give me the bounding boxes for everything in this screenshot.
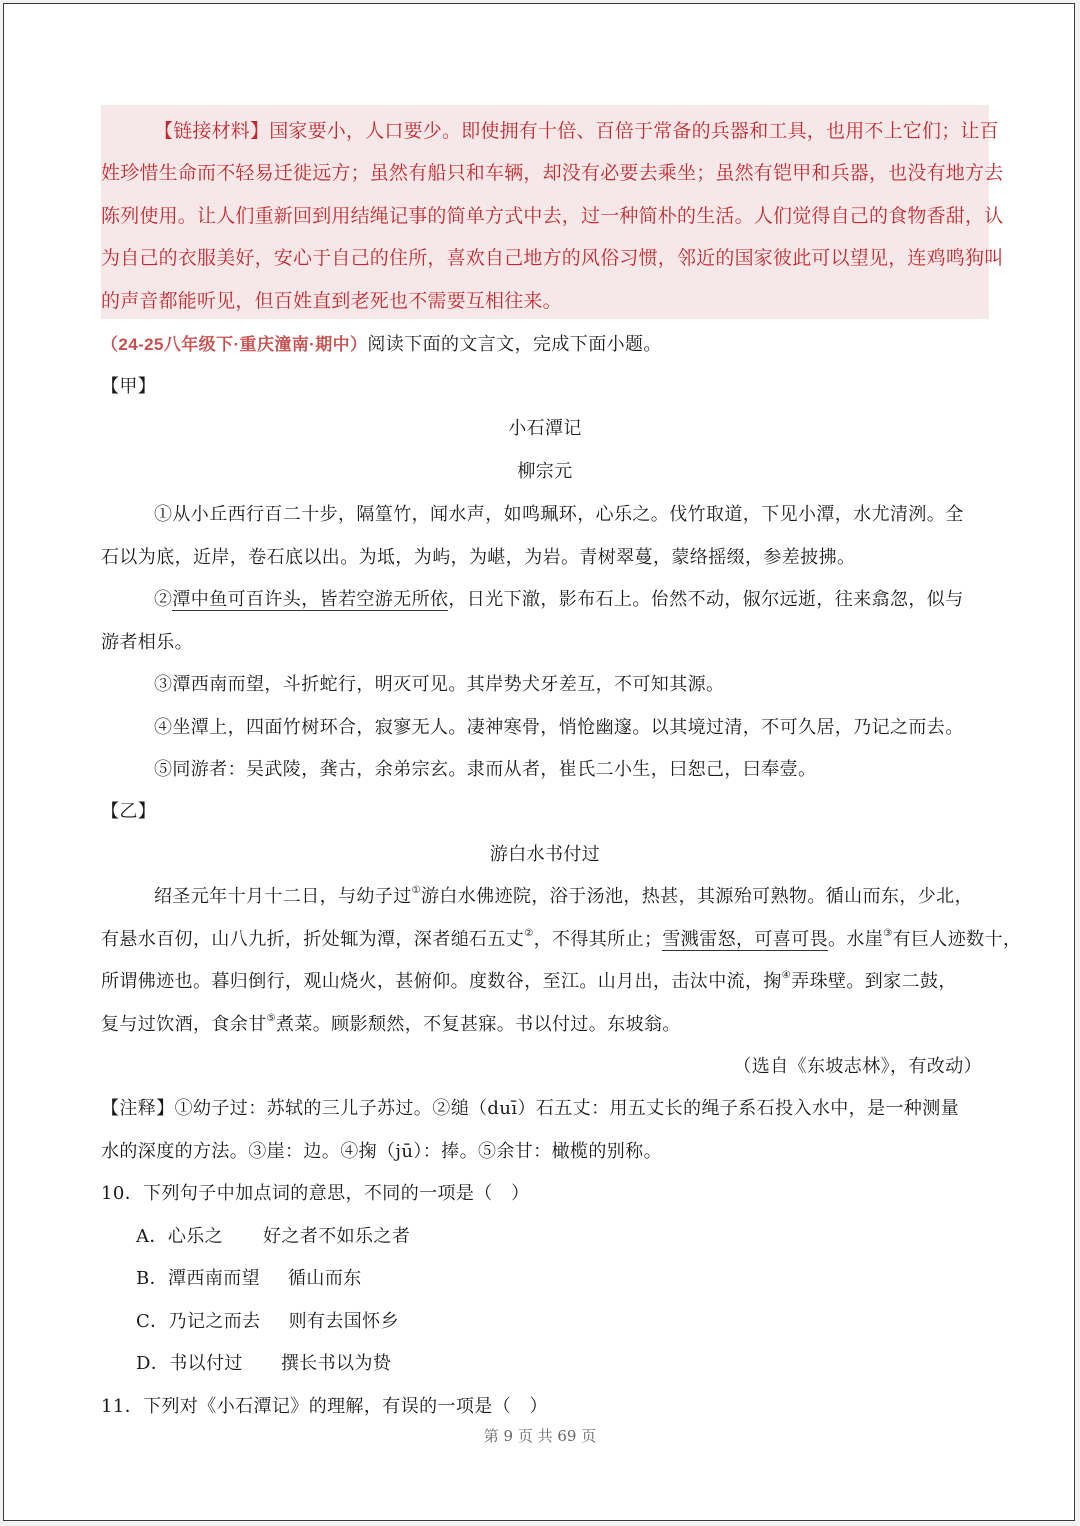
link-material-line-5: 的声音都能听见，但百姓直到老死也不需要互相往来。 xyxy=(101,291,562,312)
option-left: 心乐之 xyxy=(167,1226,224,1247)
option-right: 好之者不如乐之者 xyxy=(263,1226,411,1247)
section-label-jia: 【甲】 xyxy=(101,376,157,397)
option-left: 潭西南而望 xyxy=(168,1268,261,1289)
option-d xyxy=(136,1349,391,1375)
yi-title: 游白水书付过 xyxy=(489,844,601,865)
link-material-line-2: 姓珍惜生命而不轻易迁徙远方；虽然有船只和车辆，却没有必要去乘坐；虽然有铠甲和兵器，也没有地方去 xyxy=(101,163,1004,184)
yi-text: 。水崖 xyxy=(828,929,884,950)
jia-paragraph-1-line-1: ①从小丘西行百二十步，隔篁竹，闻水声，如鸣珮环，心乐之。伐竹取道，下见小潭，水尤清洌。全 xyxy=(154,504,964,525)
instruction: 阅读下面的文言文，完成下面小题。 xyxy=(367,334,662,355)
option-right: 循山而东 xyxy=(288,1268,362,1289)
paragraph-text: ，日光下澈，影布石上。佁然不动，俶尔远逝，往来翕忽，似与 xyxy=(448,589,964,610)
yi-text: 弄珠壁。到家二鼓， xyxy=(791,971,957,992)
jia-paragraph-1-line-2: 石以为底，近岸，卷石底以出。为坻，为屿，为嵁，为岩。青树翠蔓，蒙络摇缀，参差披拂。 xyxy=(101,547,856,568)
option-left: 书以付过 xyxy=(169,1353,243,1374)
yi-text: 煮菜。顾影颓然，不复甚寐。书以付过。东坡翁。 xyxy=(275,1014,681,1035)
jia-author: 柳宗元 xyxy=(517,461,573,482)
option-label: C． xyxy=(136,1311,169,1332)
option-label: D． xyxy=(136,1353,170,1374)
link-material-line-4: 为自己的衣服美好，安心于自己的住所，喜欢自己地方的风俗习惯，邻近的国家彼此可以望见，连鸡鸣狗叫 xyxy=(101,248,1004,269)
option-c xyxy=(136,1307,399,1333)
yi-line-3 xyxy=(101,967,957,993)
yi-line-2 xyxy=(101,925,1021,951)
document-page xyxy=(3,3,1075,1521)
yi-text: 有悬水百仞，山八九折，折处辄为潭，深者缒石五丈 xyxy=(101,929,525,950)
yi-text: 复与过饮酒，食余甘 xyxy=(101,1014,267,1035)
option-label: A． xyxy=(136,1226,168,1247)
footnote-marker-2: ② xyxy=(524,928,534,939)
question-10-stem: 10．下列句子中加点词的意思，不同的一项是（ ） xyxy=(101,1183,530,1204)
notes-line-2: 水的深度的方法。③崖：边。④掬（jū）：捧。⑤余甘：橄榄的别称。 xyxy=(101,1141,662,1162)
yi-line-4 xyxy=(101,1010,681,1036)
footnote-marker-1: ① xyxy=(411,885,421,896)
notes-line-1: 【注释】①幼子过：苏轼的三儿子苏过。②缒（duī）石五丈：用五丈长的绳子系石投入水中，是一种测量 xyxy=(101,1098,960,1119)
jia-paragraph-4: ④坐潭上，四面竹树环合，寂寥无人。凄神寒骨，悄怆幽邃。以其境过清，不可久居，乃记之而去。 xyxy=(154,717,964,738)
footnote-marker-3: ③ xyxy=(883,928,893,939)
yi-text: ，不得其所止； xyxy=(533,929,663,950)
underlined-sentence: 潭中鱼可百许头，皆若空游无所依 xyxy=(172,589,449,610)
paragraph-number: ② xyxy=(154,589,173,610)
exam-source-tag: （24-25八年级下·重庆潼南·期中） xyxy=(101,335,368,354)
footnote-marker-5: ⑤ xyxy=(266,1013,276,1024)
jia-title: 小石潭记 xyxy=(508,418,582,439)
yi-text: 所谓佛迹也。暮归倒行，观山烧火，甚俯仰。度数谷，至江。山月出，击汰中流，掬 xyxy=(101,971,782,992)
page-number-footer: 第 9 页 共 69 页 xyxy=(483,1427,597,1445)
question-source xyxy=(101,330,662,356)
yi-text: 游白水佛迹院，浴于汤池，热甚，其源殆可熟物。循山而东，少北， xyxy=(420,886,973,907)
link-material-line-3: 陈列使用。让人们重新回到用结绳记事的简单方式中去，过一种简朴的生活。人们觉得自己的食物香甜，认 xyxy=(101,206,1004,227)
section-label-yi: 【乙】 xyxy=(101,801,157,822)
underlined-sentence: 雪溅雷怒，可喜可畏 xyxy=(662,929,828,950)
option-b xyxy=(136,1264,362,1290)
yi-text: 绍圣元年十月十二日，与幼子过 xyxy=(154,886,412,907)
jia-paragraph-5: ⑤同游者：吴武陵，龚古，余弟宗玄。隶而从者，崔氏二小生，曰恕己，曰奉壹。 xyxy=(154,759,817,780)
yi-source: （选自《东坡志林》，有改动） xyxy=(733,1056,982,1077)
yi-line-1 xyxy=(154,882,973,908)
jia-paragraph-2-line-1 xyxy=(154,585,964,611)
option-a xyxy=(136,1222,410,1248)
link-material-line-1: 【链接材料】国家要小，人口要少。即使拥有十倍、百倍于常备的兵器和工具，也用不上它们；让百 xyxy=(154,121,999,142)
jia-paragraph-3: ③潭西南而望，斗折蛇行，明灭可见。其岸势犬牙差互，不可知其源。 xyxy=(154,674,725,695)
option-label: B． xyxy=(136,1268,169,1289)
option-right: 则有去国怀乡 xyxy=(288,1311,399,1332)
option-left: 乃记之而去 xyxy=(168,1311,261,1332)
question-11-stem: 11．下列对《小石潭记》的理解，有误的一项是（ ） xyxy=(101,1396,548,1417)
jia-paragraph-2-line-2: 游者相乐。 xyxy=(101,632,193,653)
yi-text: 有巨人迹数十， xyxy=(892,929,1022,950)
footnote-marker-4: ④ xyxy=(781,970,792,981)
option-right: 撰长书以为贽 xyxy=(280,1353,392,1374)
